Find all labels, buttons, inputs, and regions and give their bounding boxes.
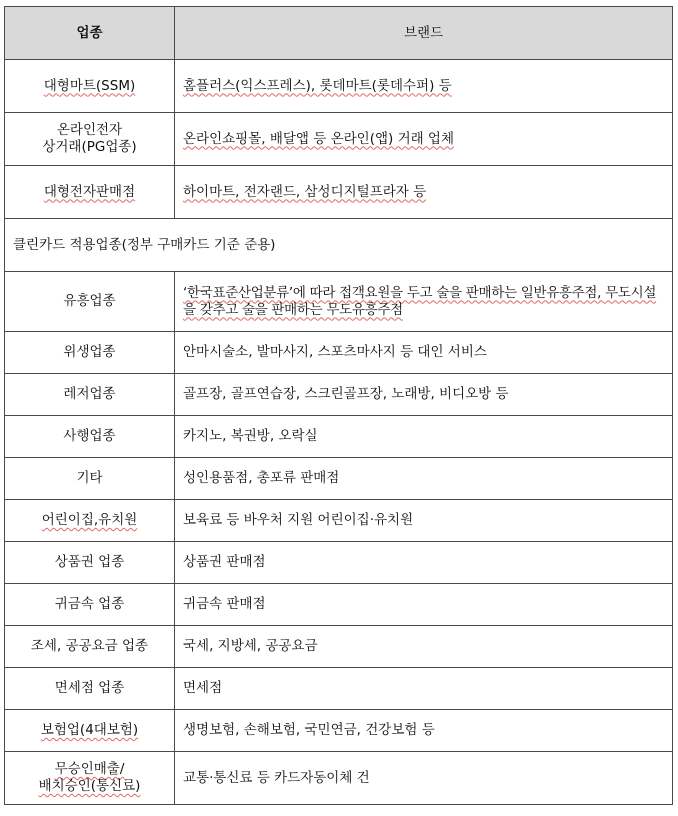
row-category: 무승인매출/ 배치승인(통신료) bbox=[5, 752, 175, 805]
section-header-row bbox=[5, 219, 673, 272]
table-row bbox=[5, 332, 673, 374]
row-category: 위생업종 bbox=[5, 332, 175, 374]
row-brand: 생명보험, 손해보험, 국민연금, 건강보험 등 bbox=[175, 710, 673, 752]
table-row bbox=[5, 416, 673, 458]
table-row bbox=[5, 542, 673, 584]
row-category: 조세, 공공요금 업종 bbox=[5, 626, 175, 668]
table-row bbox=[5, 668, 673, 710]
row-brand: 카지노, 복권방, 오락실 bbox=[175, 416, 673, 458]
row-category: 온라인전자 상거래(PG업종) bbox=[5, 113, 175, 166]
row-brand: 상품권 판매점 bbox=[175, 542, 673, 584]
table-row bbox=[5, 166, 673, 219]
table-row bbox=[5, 710, 673, 752]
row-category: 유흥업종 bbox=[5, 272, 175, 332]
row-category: 레저업종 bbox=[5, 374, 175, 416]
row-brand: 면세점 bbox=[175, 668, 673, 710]
row-brand: 국세, 지방세, 공공요금 bbox=[175, 626, 673, 668]
table-row bbox=[5, 500, 673, 542]
row-brand: 성인용품점, 총포류 판매점 bbox=[175, 458, 673, 500]
header-brand: 브랜드 bbox=[175, 7, 673, 60]
table-header-row bbox=[5, 7, 673, 60]
row-brand: 교통·통신료 등 카드자동이체 건 bbox=[175, 752, 673, 805]
row-category: 기타 bbox=[5, 458, 175, 500]
row-category: 어린이집,유치원 bbox=[5, 500, 175, 542]
table-row bbox=[5, 752, 673, 805]
section-title: 클린카드 적용업종(정부 구매카드 기준 준용) bbox=[5, 219, 673, 272]
row-category: 상품권 업종 bbox=[5, 542, 175, 584]
row-brand: 안마시술소, 발마사지, 스포츠마사지 등 대인 서비스 bbox=[175, 332, 673, 374]
row-category: 대형마트(SSM) bbox=[5, 60, 175, 113]
row-category: 사행업종 bbox=[5, 416, 175, 458]
table-row bbox=[5, 60, 673, 113]
row-category: 귀금속 업종 bbox=[5, 584, 175, 626]
industry-brand-table bbox=[4, 6, 673, 805]
row-brand: 하이마트, 전자랜드, 삼성디지털프라자 등 bbox=[175, 166, 673, 219]
row-brand: 홈플러스(익스프레스), 롯데마트(롯데수퍼) 등 bbox=[175, 60, 673, 113]
row-category: 대형전자판매점 bbox=[5, 166, 175, 219]
table-row bbox=[5, 113, 673, 166]
row-brand: 골프장, 골프연습장, 스크린골프장, 노래방, 비디오방 등 bbox=[175, 374, 673, 416]
table-row bbox=[5, 584, 673, 626]
table-row bbox=[5, 458, 673, 500]
table-row bbox=[5, 626, 673, 668]
row-brand: 보육료 등 바우처 지원 어린이집·유치원 bbox=[175, 500, 673, 542]
row-brand: 온라인쇼핑몰, 배달앱 등 온라인(앱) 거래 업체 bbox=[175, 113, 673, 166]
table-row bbox=[5, 374, 673, 416]
table-row bbox=[5, 272, 673, 332]
row-category: 보험업(4대보험) bbox=[5, 710, 175, 752]
row-brand: 귀금속 판매점 bbox=[175, 584, 673, 626]
header-category: 업종 bbox=[5, 7, 175, 60]
row-brand: ‘한국표준산업분류’에 따라 접객요원을 두고 술을 판매하는 일반유흥주점, 무도시설을 갖추고 술을 판매하는 무도유흥주점 bbox=[175, 272, 673, 332]
row-category: 면세점 업종 bbox=[5, 668, 175, 710]
